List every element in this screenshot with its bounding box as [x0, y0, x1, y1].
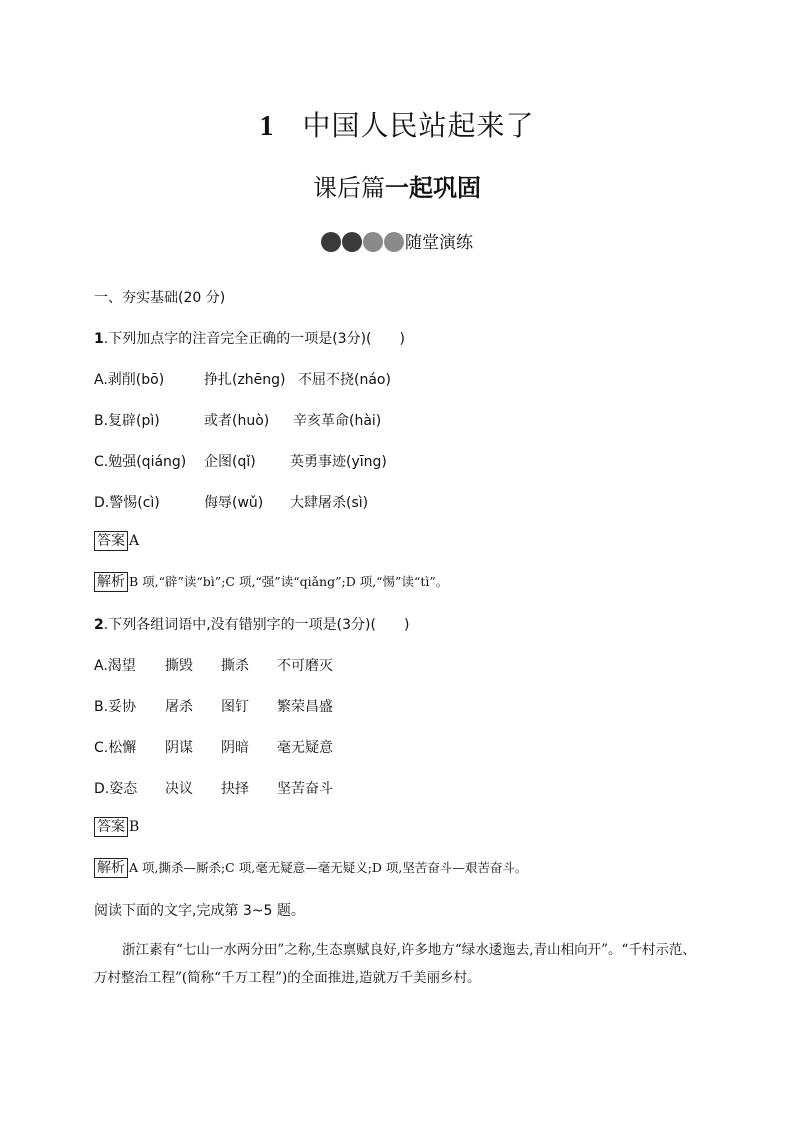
- subtitle-plain: 课后篇: [313, 174, 385, 202]
- option-item: 不可磨灭: [277, 658, 333, 674]
- option-item: 阴谋: [165, 740, 193, 756]
- option-item: 大肆屠杀(sì): [290, 495, 369, 511]
- question-text: .下列各组词语中,没有错别字的一项是(3分)( ): [103, 617, 410, 633]
- q1-answer: [94, 531, 139, 551]
- reading-instruction: 阅读下面的文字,完成第 3~5 题。: [94, 903, 305, 919]
- q1-analysis: [94, 572, 448, 592]
- analysis-tag: 解析: [94, 858, 128, 878]
- q2-answer: [94, 817, 139, 837]
- q2-option-c: [94, 737, 333, 757]
- reading-passage: [94, 936, 706, 992]
- subtitle-bold: 一起巩固: [385, 174, 481, 202]
- q2-option-b: [94, 696, 333, 716]
- option-item: 图钉: [221, 699, 249, 715]
- q2-option-a: [94, 655, 333, 675]
- lesson-number: 1: [259, 111, 275, 142]
- option-item: A.渴望: [94, 658, 136, 674]
- option-item: 繁荣昌盛: [277, 699, 333, 715]
- option-item: 辛亥革命(hài): [293, 413, 382, 429]
- option-item: B.妥协: [94, 699, 137, 715]
- option-item: 抉择: [221, 781, 249, 797]
- lesson-title-text: 中国人民站起来了: [302, 109, 535, 142]
- option-item: 阴暗: [221, 740, 249, 756]
- practice-banner: [0, 228, 794, 253]
- option-item: 撕毁: [165, 658, 193, 674]
- answer-value: A: [129, 533, 140, 549]
- option-item: 挣扎(zhēng): [204, 372, 286, 388]
- question-1-stem: [94, 328, 405, 348]
- practice-label: 随堂演练: [405, 233, 473, 253]
- option-item: B.复辟(pì): [94, 413, 160, 429]
- answer-tag: 答案: [94, 817, 128, 837]
- q2-option-d: [94, 778, 333, 798]
- q1-option-b: [94, 410, 381, 430]
- question-number: 2: [94, 617, 104, 633]
- option-item: A.剥削(bō): [94, 372, 165, 388]
- option-item: C.松懈: [94, 740, 137, 756]
- lesson-title: [0, 104, 794, 144]
- passage-text: 浙江素有“七山一水两分田”之称,生态禀赋良好,许多地方“绿水逶迤去,青山相向开”。“千村示范、万村整治工程”(简称“千万工程”)的全面推进,造就万千美丽乡村。: [94, 942, 696, 986]
- option-item: 决议: [165, 781, 193, 797]
- answer-tag: 答案: [94, 531, 128, 551]
- q1-option-a: [94, 369, 391, 389]
- option-item: D.姿态: [94, 781, 138, 797]
- question-2-stem: [94, 614, 409, 634]
- dot-icon: [342, 232, 362, 252]
- q2-analysis: [94, 858, 527, 878]
- page-subtitle: [0, 168, 794, 203]
- option-item: 英勇事迹(yīng): [290, 454, 387, 470]
- analysis-text: B 项,“辟”读“bì”;C 项,“强”读“qiǎng”;D 项,“惕”读“tì”。: [129, 574, 449, 589]
- section-heading: 一、夯实基础(20 分): [94, 290, 226, 306]
- option-item: 毫无疑意: [277, 740, 333, 756]
- option-item: 撕杀: [221, 658, 249, 674]
- analysis-text: A 项,撕杀—厮杀;C 项,毫无疑意—毫无疑义;D 项,坚苦奋斗—艰苦奋斗。: [129, 860, 528, 875]
- option-item: C.勉强(qiáng): [94, 454, 187, 470]
- dot-icon: [384, 232, 404, 252]
- analysis-tag: 解析: [94, 572, 128, 592]
- option-item: 侮辱(wǔ): [204, 495, 264, 511]
- option-item: 不屈不挠(náo): [298, 372, 391, 388]
- answer-value: B: [129, 819, 140, 835]
- option-item: D.警惕(cì): [94, 495, 160, 511]
- option-item: 屠杀: [165, 699, 193, 715]
- option-item: 坚苦奋斗: [277, 781, 333, 797]
- q1-option-c: [94, 451, 387, 471]
- option-item: 或者(huò): [204, 413, 270, 429]
- dot-icon: [321, 232, 341, 252]
- option-item: 企图(qǐ): [204, 454, 256, 470]
- question-text: .下列加点字的注音完全正确的一项是(3分)( ): [103, 331, 405, 347]
- dot-icon: [363, 232, 383, 252]
- q1-option-d: [94, 492, 368, 512]
- question-number: 1: [94, 331, 104, 347]
